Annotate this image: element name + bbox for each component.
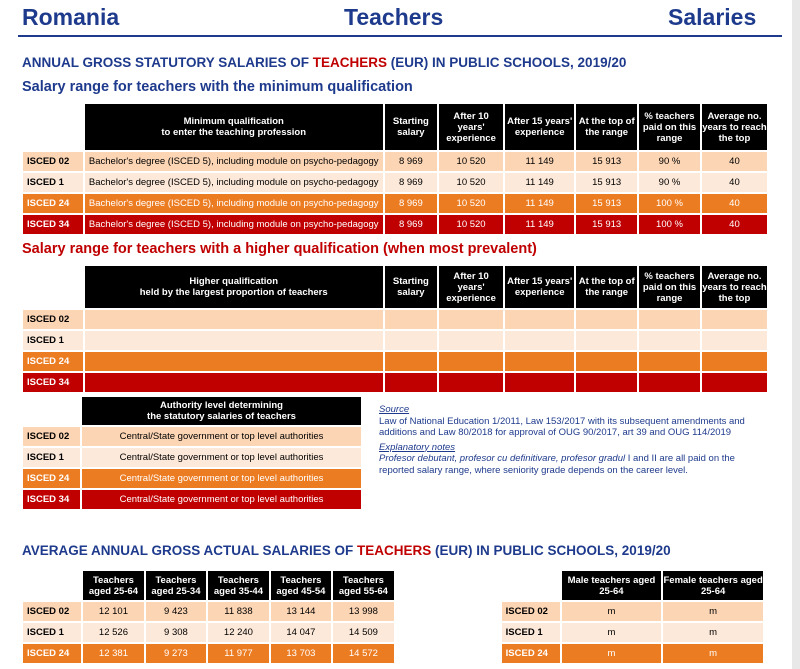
percent-teachers-cell: 100 %	[639, 194, 700, 213]
empty-cell	[639, 310, 700, 329]
years-to-top-cell: 40	[702, 215, 767, 234]
statutory-section-title	[22, 55, 626, 70]
table-row	[23, 602, 763, 621]
empty-cell	[439, 352, 503, 371]
empty-cell	[505, 352, 574, 371]
percent-teachers-cell: 90 %	[639, 173, 700, 192]
col-header: At the top of the range	[576, 104, 637, 150]
after-10-years-cell: 10 520	[439, 194, 503, 213]
isced-code: ISCED 24	[23, 352, 83, 371]
starting-salary-cell: 8 969	[385, 215, 437, 234]
isced-code: ISCED 34	[23, 490, 80, 509]
explanatory-label: Explanatory notes	[379, 441, 456, 453]
salary-cell: 11 977	[208, 644, 269, 663]
salary-cell: 9 423	[146, 602, 206, 621]
table-row	[23, 373, 767, 392]
isced-code: ISCED 24	[23, 644, 81, 663]
salary-cell: 12 526	[83, 623, 144, 642]
empty-cell	[85, 310, 383, 329]
isced-code: ISCED 1	[23, 173, 83, 192]
salary-cell: 13 144	[271, 602, 331, 621]
male-salary-cell: m	[562, 623, 662, 642]
table-row	[23, 469, 361, 488]
starting-salary-cell: 8 969	[385, 152, 437, 171]
salary-cell: 9 308	[146, 623, 206, 642]
min-qualification-table	[21, 102, 769, 236]
after-10-years-cell: 10 520	[439, 215, 503, 234]
col-header: Higher qualification held by the largest proportion of teachers	[85, 266, 383, 308]
col-header: After 15 years' experience	[505, 104, 574, 150]
years-to-top-cell: 40	[702, 152, 767, 171]
empty-cell	[505, 331, 574, 350]
after-15-years-cell: 11 149	[505, 194, 574, 213]
header-divider	[18, 35, 782, 37]
female-salary-cell: m	[663, 602, 763, 621]
empty-cell	[702, 331, 767, 350]
after-15-years-cell: 11 149	[505, 173, 574, 192]
table-row	[23, 173, 767, 192]
years-to-top-cell: 40	[702, 173, 767, 192]
table-row	[23, 644, 763, 663]
high-qualification-table	[21, 264, 769, 394]
title-highlight: TEACHERS	[312, 55, 388, 70]
source-label: Source	[379, 404, 410, 415]
actual-section-title	[22, 543, 671, 558]
col-header: At the top of the range	[576, 266, 637, 308]
salary-cell: 11 838	[208, 602, 269, 621]
actual-salaries-table	[21, 569, 765, 665]
salary-cell: 14 572	[333, 644, 394, 663]
source-text: Law of National Education 1/2011, Law 153/2017 with its subsequent amendments and additions and Law 80/2018 for approval of OUG 90/2017, art 39 and OUG 114/2019	[379, 415, 745, 438]
blank-header	[396, 571, 500, 600]
top-of-range-cell: 15 913	[576, 215, 637, 234]
col-header: After 10 years' experience	[439, 266, 503, 308]
after-10-years-cell: 10 520	[439, 173, 503, 192]
male-salary-cell: m	[562, 644, 662, 663]
years-to-top-cell: 40	[702, 194, 767, 213]
empty-cell	[85, 352, 383, 371]
authority-cell: Central/State government or top level authorities	[82, 448, 361, 467]
qualification-cell: Bachelor's degree (ISCED 5), including module on psycho-pedagogy	[85, 194, 383, 213]
col-header: Starting salary	[385, 266, 437, 308]
min-qual-subtitle: Salary range for teachers with the minimum qualification	[22, 79, 413, 95]
title-part: (EUR) IN PUBLIC SCHOOLS, 2019/20	[387, 55, 627, 70]
isced-code: ISCED 02	[23, 427, 80, 446]
theme-title: Teachers	[344, 4, 444, 30]
table-row	[23, 448, 361, 467]
salary-cell: 12 381	[83, 644, 144, 663]
col-header: Teachers aged 25-64	[83, 571, 144, 600]
col-header: Average no. years to reach the top	[702, 104, 767, 150]
empty-cell	[702, 310, 767, 329]
col-header: After 15 years' experience	[505, 266, 574, 308]
empty-cell	[385, 310, 437, 329]
empty-cell	[576, 331, 637, 350]
col-header: Male teachers aged 25-64	[562, 571, 662, 600]
salary-cell: 13 998	[333, 602, 394, 621]
col-header: % teachers paid on this range	[639, 266, 700, 308]
authority-table	[21, 395, 363, 511]
authority-cell: Central/State government or top level authorities	[82, 490, 361, 509]
gap-cell	[396, 644, 500, 663]
empty-cell	[639, 352, 700, 371]
salaries-title: Salaries	[668, 4, 757, 30]
empty-cell	[85, 331, 383, 350]
empty-cell	[505, 373, 574, 392]
isced-code: ISCED 24	[23, 469, 80, 488]
isced-code: ISCED 1	[502, 623, 560, 642]
table-row	[23, 152, 767, 171]
isced-code: ISCED 34	[23, 373, 83, 392]
blank-header	[23, 571, 81, 600]
qualification-cell: Bachelor's degree (ISCED 5), including module on psycho-pedagogy	[85, 173, 383, 192]
empty-cell	[385, 352, 437, 371]
female-salary-cell: m	[663, 623, 763, 642]
isced-code: ISCED 24	[502, 644, 560, 663]
top-of-range-cell: 15 913	[576, 194, 637, 213]
starting-salary-cell: 8 969	[385, 173, 437, 192]
empty-cell	[439, 310, 503, 329]
authority-cell: Central/State government or top level authorities	[82, 469, 361, 488]
empty-cell	[639, 331, 700, 350]
empty-cell	[85, 373, 383, 392]
empty-cell	[576, 310, 637, 329]
female-salary-cell: m	[663, 644, 763, 663]
authority-cell: Central/State government or top level authorities	[82, 427, 361, 446]
page-header	[0, 0, 800, 36]
isced-code: ISCED 02	[23, 602, 81, 621]
col-header: After 10 years' experience	[439, 104, 503, 150]
col-header: Teachers aged 35-44	[208, 571, 269, 600]
percent-teachers-cell: 100 %	[639, 215, 700, 234]
scrollbar[interactable]	[792, 0, 800, 669]
male-salary-cell: m	[562, 602, 662, 621]
table-row	[23, 352, 767, 371]
salary-cell: 9 273	[146, 644, 206, 663]
isced-code: ISCED 02	[23, 310, 83, 329]
isced-code: ISCED 34	[23, 215, 83, 234]
col-header: Starting salary	[385, 104, 437, 150]
table-row	[23, 310, 767, 329]
col-header: Average no. years to reach the top	[702, 266, 767, 308]
salary-cell: 14 047	[271, 623, 331, 642]
isced-code: ISCED 1	[23, 448, 80, 467]
top-of-range-cell: 15 913	[576, 152, 637, 171]
col-header: Female teachers aged 25-64	[663, 571, 763, 600]
qualification-cell: Bachelor's degree (ISCED 5), including module on psycho-pedagogy	[85, 215, 383, 234]
table-row	[23, 490, 361, 509]
gap-cell	[396, 602, 500, 621]
col-header: Teachers aged 25-34	[146, 571, 206, 600]
top-of-range-cell: 15 913	[576, 173, 637, 192]
col-header: % teachers paid on this range	[639, 104, 700, 150]
blank-header	[23, 104, 83, 150]
empty-cell	[439, 331, 503, 350]
isced-code: ISCED 24	[23, 194, 83, 213]
after-15-years-cell: 11 149	[505, 152, 574, 171]
col-header: Teachers aged 55-64	[333, 571, 394, 600]
table-row	[23, 215, 767, 234]
table-row	[23, 427, 361, 446]
title-part: (EUR) IN PUBLIC SCHOOLS, 2019/20	[431, 543, 671, 558]
salary-cell: 12 240	[208, 623, 269, 642]
starting-salary-cell: 8 969	[385, 194, 437, 213]
title-highlight: TEACHERS	[357, 543, 432, 558]
salary-cell: 14 509	[333, 623, 394, 642]
empty-cell	[702, 352, 767, 371]
percent-teachers-cell: 90 %	[639, 152, 700, 171]
title-part: AVERAGE ANNUAL GROSS ACTUAL SALARIES OF	[22, 543, 358, 558]
isced-code: ISCED 1	[23, 623, 81, 642]
salary-cell: 12 101	[83, 602, 144, 621]
gap-cell	[396, 623, 500, 642]
empty-cell	[639, 373, 700, 392]
empty-cell	[702, 373, 767, 392]
notes-panel	[379, 404, 769, 479]
empty-cell	[439, 373, 503, 392]
authority-header: Authority level determining the statutory salaries of teachers	[82, 397, 361, 425]
empty-cell	[385, 331, 437, 350]
isced-code: ISCED 1	[23, 331, 83, 350]
blank-header	[23, 397, 80, 425]
empty-cell	[576, 352, 637, 371]
after-10-years-cell: 10 520	[439, 152, 503, 171]
empty-cell	[385, 373, 437, 392]
empty-cell	[505, 310, 574, 329]
qualification-cell: Bachelor's degree (ISCED 5), including module on psycho-pedagogy	[85, 152, 383, 171]
after-15-years-cell: 11 149	[505, 215, 574, 234]
title-part: ANNUAL GROSS STATUTORY SALARIES OF	[22, 55, 313, 70]
blank-header	[502, 571, 560, 600]
blank-header	[23, 266, 83, 308]
col-header: Minimum qualification to enter the teaching profession	[85, 104, 383, 150]
table-row	[23, 194, 767, 213]
table-row	[23, 623, 763, 642]
isced-code: ISCED 02	[23, 152, 83, 171]
explanatory-text: I and II are all paid on the reported salary range, where seniority grade depends on the career level.	[379, 453, 735, 476]
isced-code: ISCED 02	[502, 602, 560, 621]
empty-cell	[576, 373, 637, 392]
country-title: Romania	[22, 4, 120, 30]
salary-cell: 13 703	[271, 644, 331, 663]
explanatory-italic: Profesor debutant, profesor cu definitivare, profesor gradul	[379, 453, 626, 464]
high-qual-subtitle: Salary range for teachers with a higher qualification (when most prevalent)	[22, 241, 537, 257]
table-row	[23, 331, 767, 350]
col-header: Teachers aged 45-54	[271, 571, 331, 600]
